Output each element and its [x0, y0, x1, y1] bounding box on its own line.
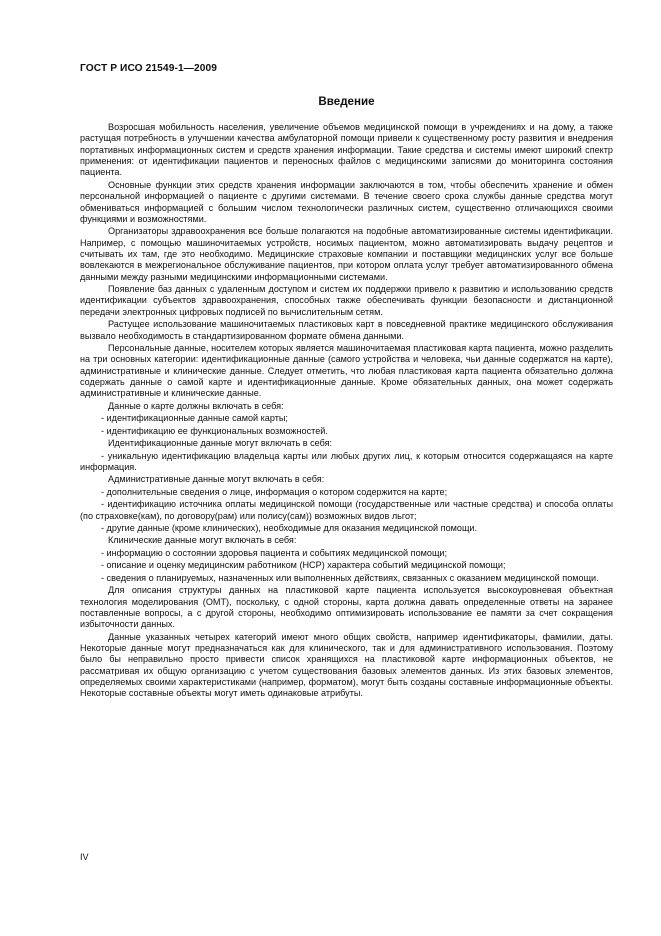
- list-item: - информацию о состоянии здоровья пациента и событиях медицинской помощи;: [101, 547, 448, 558]
- paragraph: Идентификационные данные могут включать в себя:: [108, 438, 333, 449]
- paragraph: Организаторы здравоохранения все больше полагаются на подобные автоматизированные системы идентификации. Например, с помощью машиночитаемых устройств, носимых пациентом, можно автоматизировать выдачу рецептов и считывать их там, где это необходимо. Медицинские страховые компании и поставщики медицинских услуг все больше вовлекаются в межрегиональное обслуживание пациентов, при котором оплата услуг требует автоматизированного обмена данными между разными медицинскими информационными системами.: [80, 226, 613, 282]
- list-item: - идентификационные данные самой карты;: [101, 413, 288, 424]
- page-number: IV: [80, 852, 89, 862]
- list-item: - дополнительные сведения о лице, информация о котором содержится на карте;: [101, 486, 448, 497]
- paragraph: Клинические данные могут включать в себя:: [108, 535, 297, 546]
- standard-code-header: ГОСТ Р ИСО 21549-1—2009: [80, 63, 218, 74]
- list-item: - описание и оценку медицинским работником (НСР) характера событий медицинской помощи;: [101, 560, 506, 571]
- paragraph: Появление баз данных с удаленным доступом и систем их поддержки привело к развитию и использованию средств идентификации субъектов здравоохранения, способных также обеспечивать функции безопасности и дистанционной передачи электронных цифровых подписей по вычислительным сетям.: [80, 284, 613, 317]
- paragraph: Персональные данные, носителем которых является машиночитаемая пластиковая карта пациента, можно разделить на три основных категории: идентификационные данные (самого устройства и человека, чьи данные содержатся на карте), административные и клинические данные. Следует отметить, что любая пластиковая карта пациента обязательно должна содержать данные о самой карте и идентификационные данные. Кроме обязательных данных, она может содержать административные и клинические данные.: [80, 343, 613, 399]
- paragraph: Основные функции этих средств хранения информации заключаются в том, чтобы обеспечить хранение и обмен персональной информацией о пациенте с другими системами. В течение своего срока службы данные средства могут обмениваться информацией с большим числом технологически различных систем, существенно отличающихся своими функциями и возможностями.: [80, 179, 613, 224]
- list-item: - другие данные (кроме клинических), необходимые для оказания медицинской помощи.: [101, 523, 478, 533]
- list-item: - идентификацию источника оплаты медицинской помощи (государственные или частные средства) и способа оплаты (по страховке(кам), по договору(рам) или полису(сам)) возможных видов льгот;: [80, 499, 613, 521]
- section-title: Введение: [318, 95, 375, 108]
- paragraph: Данные о карте должны включать в себя:: [108, 400, 284, 411]
- list-item: - сведения о планируемых, назначенных или выполненных действиях, связанных с оказанием медицинской помощи.: [101, 572, 599, 583]
- body-text: [80, 122, 613, 701]
- paragraph: Растущее использование машиночитаемых пластиковых карт в повседневной практике медицинского обслуживания вызвало необходимость в стандартизированном формате обмена данными.: [80, 319, 613, 341]
- paragraph: Административные данные могут включать в себя:: [108, 474, 325, 485]
- paragraph: Возросшая мобильность населения, увеличение объемов медицинской помощи в учреждениях и на дому, а также растущая потребность в улучшении качества амбулаторной помощи привели к существенному росту развития и внедрения портативных информационных систем и средств хранения информации. Такие средства и системы имеют широкий спектр применения: от идентификации пациентов и переносных файлов с медицинскими записями до мониторинга состояния пациента.: [80, 122, 613, 178]
- paragraph: Данные указанных четырех категорий имеют много общих свойств, например идентификаторы, фамилии, даты. Некоторые данные могут предназначаться как для клинического, так и для административного использования. Поэтому было бы неправильно просто привести список хранящихся на пластиковой карте информационных объектов, не рассматривая их общую организацию с учетом существования базовых элементов данных. Из этих базовых элементов, определяемых своими характеристиками (например, форматом), могут быть созданы составные информационные объекты. Некоторые составные объекты могут иметь одинаковые атрибуты.: [80, 631, 613, 699]
- list-item: - уникальную идентификацию владельца карты или любых других лиц, к которым относится содержащаяся на карте информация.: [80, 450, 613, 472]
- list-item: - идентификацию ее функциональных возможностей.: [101, 425, 328, 436]
- paragraph: Для описания структуры данных на пластиковой карте пациента используется высокоуровневая объектная технология моделирования (ОМТ), поскольку, с одной стороны, карта должна давать определенные ответы на заранее поставленные вопросы, а с другой стороны, необходимо оптимизировать использование ее памяти за счет сокращения избыточности данных.: [80, 585, 613, 630]
